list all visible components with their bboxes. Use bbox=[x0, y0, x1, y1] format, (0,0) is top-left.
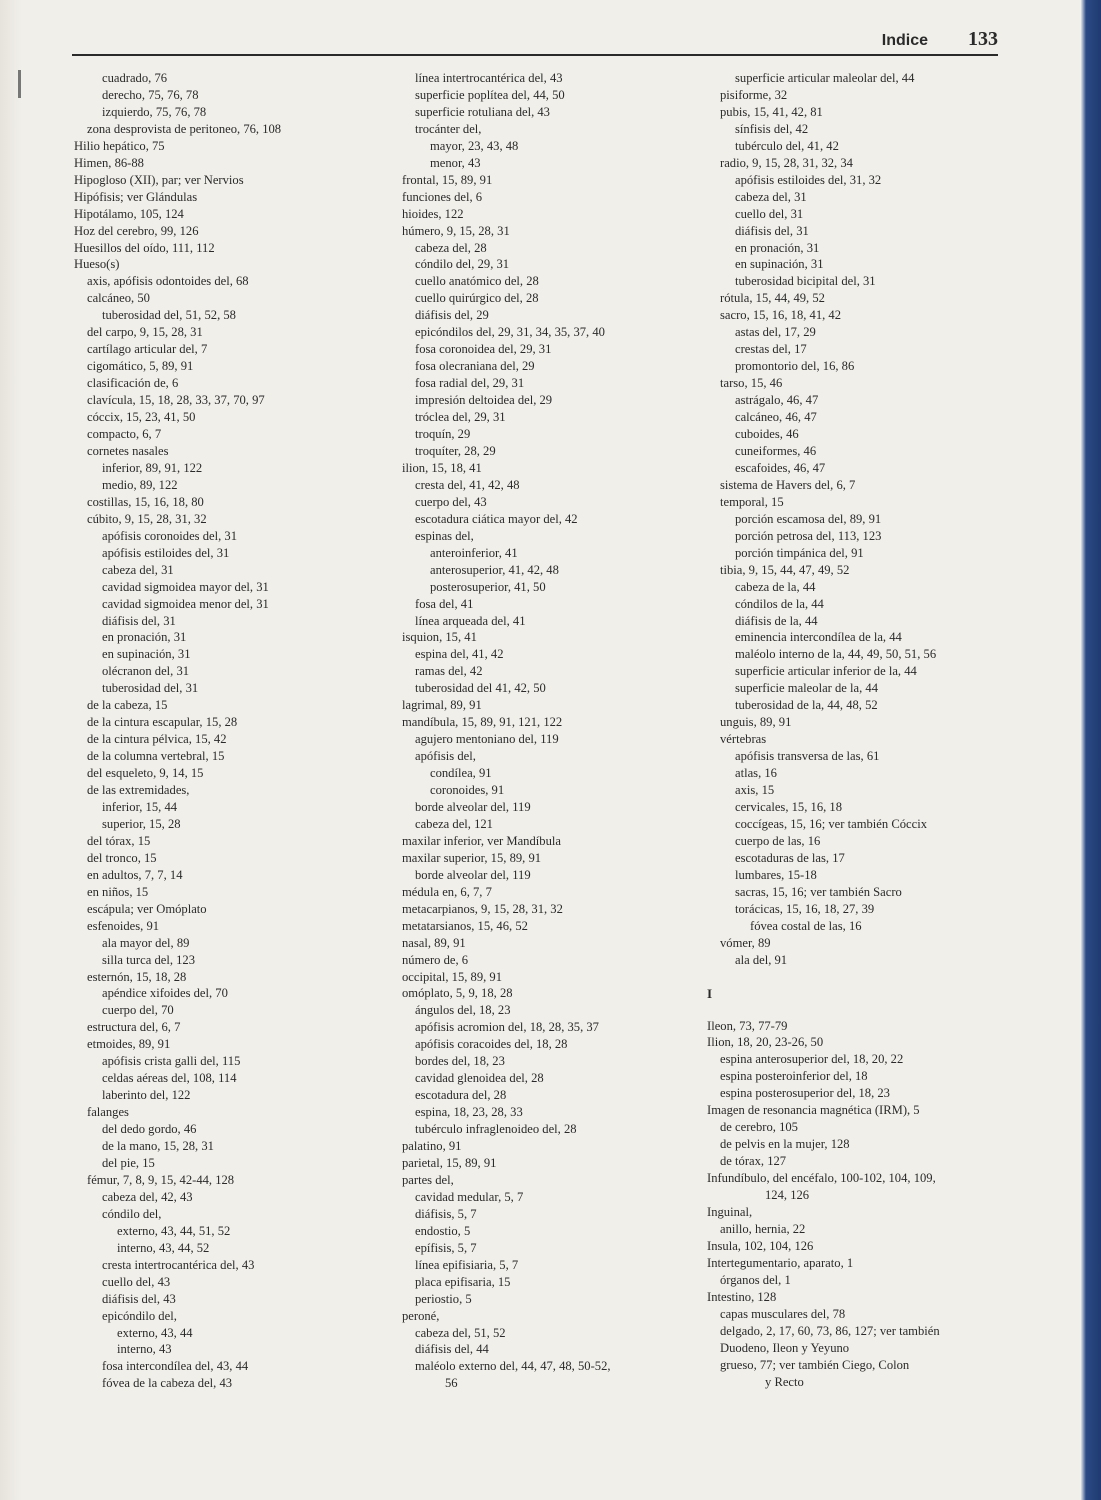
index-entry: de tórax, 127 bbox=[720, 1154, 787, 1169]
index-entry: silla turca del, 123 bbox=[102, 952, 196, 967]
index-entry: en supinación, 31 bbox=[735, 257, 824, 272]
index-entry: apófisis coracoides del, 18, 28 bbox=[415, 1037, 568, 1052]
index-entry: cóccix, 15, 23, 41, 50 bbox=[87, 410, 196, 425]
index-entry: en adultos, 7, 7, 14 bbox=[87, 867, 183, 882]
index-entry: cuadrado, 76 bbox=[102, 71, 168, 85]
index-entry: isquion, 15, 41 bbox=[402, 630, 477, 645]
index-entry: laberinto del, 122 bbox=[102, 1088, 191, 1103]
index-entry: clasificación de, 6 bbox=[87, 376, 179, 391]
index-entry: espina, 18, 23, 28, 33 bbox=[415, 1105, 523, 1120]
index-entry: epífisis, 5, 7 bbox=[415, 1240, 477, 1255]
index-entry: estructura del, 6, 7 bbox=[87, 1020, 181, 1035]
index-entry: superficie articular inferior de la, 44 bbox=[735, 664, 917, 679]
index-entry: fosa olecraniana del, 29 bbox=[415, 359, 535, 374]
index-entry: cabeza del, 31 bbox=[102, 562, 174, 577]
index-entry: ala del, 91 bbox=[735, 952, 788, 967]
index-entry: de las extremidades, bbox=[87, 783, 190, 798]
index-entry: superior, 15, 28 bbox=[102, 816, 181, 831]
index-entry: sínfisis del, 42 bbox=[735, 121, 809, 136]
index-entry: tubérculo del, 41, 42 bbox=[735, 138, 839, 153]
index-entry: tibia, 9, 15, 44, 47, 49, 52 bbox=[720, 562, 850, 577]
index-entry: capas musculares del, 78 bbox=[720, 1306, 846, 1321]
index-entry: sacras, 15, 16; ver también Sacro bbox=[735, 884, 902, 899]
index-entry: metatarsianos, 15, 46, 52 bbox=[402, 918, 528, 933]
index-entry: cigomático, 5, 89, 91 bbox=[87, 359, 194, 374]
index-entry: nasal, 89, 91 bbox=[402, 935, 466, 950]
index-entry: espina anterosuperior del, 18, 20, 22 bbox=[720, 1052, 904, 1067]
index-entry: del tronco, 15 bbox=[87, 850, 157, 865]
index-entry: Ileon, 73, 77-79 bbox=[707, 1018, 788, 1033]
index-entry: del tórax, 15 bbox=[87, 833, 151, 848]
index-entry: radio, 9, 15, 28, 31, 32, 34 bbox=[720, 155, 853, 170]
index-entry: de la columna vertebral, 15 bbox=[87, 749, 225, 764]
index-entry: borde alveolar del, 119 bbox=[415, 867, 531, 882]
index-entry: pubis, 15, 41, 42, 81 bbox=[720, 104, 823, 119]
index-entry: izquierdo, 75, 76, 78 bbox=[102, 104, 207, 119]
index-entry: del dedo gordo, 46 bbox=[102, 1122, 197, 1137]
index-entry: Himen, 86-88 bbox=[74, 155, 144, 170]
index-entry: número de, 6 bbox=[402, 952, 469, 967]
index-entry: bordes del, 18, 23 bbox=[415, 1054, 505, 1069]
index-entry: maxilar superior, 15, 89, 91 bbox=[402, 850, 542, 865]
page-number: 133 bbox=[968, 28, 998, 50]
index-entry: Intertegumentario, aparato, 1 bbox=[707, 1255, 854, 1270]
index-entry: porción escamosa del, 89, 91 bbox=[735, 511, 882, 526]
index-entry: en niños, 15 bbox=[87, 884, 149, 899]
index-entry: periostio, 5 bbox=[415, 1291, 472, 1306]
index-entry: y Recto bbox=[765, 1374, 804, 1389]
index-entry: de la mano, 15, 28, 31 bbox=[102, 1139, 214, 1154]
index-entry: etmoides, 89, 91 bbox=[87, 1037, 171, 1052]
index-entry: placa epifisaria, 15 bbox=[415, 1274, 511, 1289]
index-entry: cabeza del, 31 bbox=[735, 189, 807, 204]
book-cover-edge bbox=[1081, 0, 1101, 1500]
index-entry: peroné, bbox=[402, 1308, 440, 1323]
index-entry: cabeza de la, 44 bbox=[735, 579, 816, 594]
index-entry: interno, 43 bbox=[117, 1342, 172, 1357]
index-entry: diáfisis del, 43 bbox=[102, 1291, 176, 1306]
index-entry: torácicas, 15, 16, 18, 27, 39 bbox=[735, 901, 875, 916]
index-entry: Inguinal, bbox=[707, 1205, 753, 1219]
page-gutter-shadow bbox=[0, 0, 22, 1500]
index-entry: espina del, 41, 42 bbox=[415, 647, 504, 662]
index-entry: metacarpianos, 9, 15, 28, 31, 32 bbox=[402, 901, 563, 916]
index-entry: pisiforme, 32 bbox=[720, 87, 788, 102]
index-entry: diáfisis del, 29 bbox=[415, 308, 489, 323]
index-entry: promontorio del, 16, 86 bbox=[735, 359, 855, 374]
index-entry: fóvea de la cabeza del, 43 bbox=[102, 1376, 233, 1391]
index-entry: de la cintura escapular, 15, 28 bbox=[87, 715, 238, 730]
index-entry: vértebras bbox=[720, 732, 767, 747]
index-entry: coccígeas, 15, 16; ver también Cóccix bbox=[735, 816, 927, 831]
index-entry: borde alveolar del, 119 bbox=[415, 799, 531, 814]
index-entry: cuello quirúrgico del, 28 bbox=[415, 291, 539, 306]
index-entry: escotaduras de las, 17 bbox=[735, 850, 845, 865]
index-entry: Infundíbulo, del encéfalo, 100-102, 104, 109, bbox=[707, 1171, 936, 1186]
index-entry: del esqueleto, 9, 14, 15 bbox=[87, 766, 204, 781]
index-entry: Hoz del cerebro, 99, 126 bbox=[74, 223, 199, 238]
index-entry: mandíbula, 15, 89, 91, 121, 122 bbox=[402, 715, 563, 730]
index-entry: diáfisis, 5, 7 bbox=[415, 1206, 477, 1221]
index-entry: Ilion, 18, 20, 23-26, 50 bbox=[707, 1035, 824, 1050]
index-entry: Hipogloso (XII), par; ver Nervios bbox=[74, 172, 244, 187]
index-entry: epicóndilo del, bbox=[102, 1308, 177, 1323]
index-entry: delgado, 2, 17, 60, 73, 86, 127; ver también bbox=[720, 1323, 940, 1338]
index-entry: posterosuperior, 41, 50 bbox=[430, 579, 546, 594]
index-entry: temporal, 15 bbox=[720, 494, 784, 509]
index-entry: frontal, 15, 89, 91 bbox=[402, 172, 493, 187]
index-entry: ilion, 15, 18, 41 bbox=[402, 460, 482, 475]
index-entry: cabeza del, 121 bbox=[415, 816, 493, 831]
index-entry: mayor, 23, 43, 48 bbox=[430, 138, 519, 153]
index-entry: olécranon del, 31 bbox=[102, 664, 190, 679]
index-entry: fosa del, 41 bbox=[415, 596, 474, 611]
index-entry: Hilio hepático, 75 bbox=[74, 138, 165, 153]
index-entry: cóndilo del, 29, 31 bbox=[415, 257, 510, 272]
index-entry: omóplato, 5, 9, 18, 28 bbox=[402, 986, 513, 1001]
index-entry: eminencia intercondílea de la, 44 bbox=[735, 630, 902, 645]
index-entry: unguis, 89, 91 bbox=[720, 715, 792, 730]
index-entry: hioides, 122 bbox=[402, 206, 464, 221]
index-entry: diáfisis del, 31 bbox=[102, 613, 176, 628]
index-entry: cavidad medular, 5, 7 bbox=[415, 1189, 524, 1204]
index-entry: línea epifisiaria, 5, 7 bbox=[415, 1257, 519, 1272]
index-entry: en pronación, 31 bbox=[735, 240, 820, 255]
index-entry: espinas del, bbox=[415, 528, 474, 543]
index-entry: espina posterosuperior del, 18, 23 bbox=[720, 1086, 890, 1101]
index-entry: grueso, 77; ver también Ciego, Colon bbox=[720, 1357, 910, 1372]
index-entry: atlas, 16 bbox=[735, 766, 777, 781]
index-entry: superficie maleolar de la, 44 bbox=[735, 681, 879, 696]
index-entry: en supinación, 31 bbox=[102, 647, 191, 662]
index-entry: esternón, 15, 18, 28 bbox=[87, 969, 187, 984]
index-entry: órganos del, 1 bbox=[720, 1272, 791, 1287]
index-entry: partes del, bbox=[402, 1172, 454, 1187]
index-entry: Hueso(s) bbox=[74, 257, 120, 272]
index-entry: cuneiformes, 46 bbox=[735, 443, 817, 458]
index-entry: cuerpo del, 70 bbox=[102, 1003, 174, 1018]
index-entry: cóndilo del, bbox=[102, 1206, 162, 1221]
index-entry: superficie articular maleolar del, 44 bbox=[735, 71, 915, 85]
index-entry: Intestino, 128 bbox=[707, 1289, 777, 1304]
index-entry: medio, 89, 122 bbox=[102, 477, 178, 492]
index-entry: húmero, 9, 15, 28, 31 bbox=[402, 223, 510, 238]
binding-mark bbox=[18, 70, 21, 98]
running-title: Indice bbox=[881, 32, 928, 49]
index-entry: apófisis transversa de las, 61 bbox=[735, 749, 880, 764]
index-entry: del carpo, 9, 15, 28, 31 bbox=[87, 325, 203, 340]
index-entry: externo, 43, 44 bbox=[117, 1325, 193, 1340]
index-entry: interno, 43, 44, 52 bbox=[117, 1240, 210, 1255]
index-entry: sistema de Havers del, 6, 7 bbox=[720, 477, 856, 492]
index-entry: de la cintura pélvica, 15, 42 bbox=[87, 732, 227, 747]
index-entry: ala mayor del, 89 bbox=[102, 935, 190, 950]
index-entry: diáfisis del, 31 bbox=[735, 223, 809, 238]
index-entry: lagrimal, 89, 91 bbox=[402, 698, 482, 713]
index-entry: Insula, 102, 104, 126 bbox=[707, 1238, 814, 1253]
index-entry: inferior, 15, 44 bbox=[102, 799, 178, 814]
index-entry: superficie rotuliana del, 43 bbox=[415, 104, 550, 119]
index-column-1 bbox=[74, 70, 394, 1392]
index-entry: tuberosidad bicipital del, 31 bbox=[735, 274, 876, 289]
index-entry: diáfisis del, 44 bbox=[415, 1342, 489, 1357]
index-entry: porción petrosa del, 113, 123 bbox=[735, 528, 882, 543]
index-entry: cuello del, 43 bbox=[102, 1274, 171, 1289]
index-entry: superficie poplítea del, 44, 50 bbox=[415, 87, 565, 102]
index-entry: cartílago articular del, 7 bbox=[87, 342, 208, 357]
index-entry: anillo, hernia, 22 bbox=[720, 1221, 806, 1236]
index-entry: de cerebro, 105 bbox=[720, 1120, 798, 1135]
index-entry: cavidad glenoidea del, 28 bbox=[415, 1071, 544, 1086]
page-header bbox=[72, 28, 998, 56]
index-entry: cuerpo del, 43 bbox=[415, 494, 487, 509]
index-entry: occipital, 15, 89, 91 bbox=[402, 969, 503, 984]
index-entry: clavícula, 15, 18, 28, 33, 37, 70, 97 bbox=[87, 393, 265, 408]
index-entry: sacro, 15, 16, 18, 41, 42 bbox=[720, 308, 842, 323]
index-entry: funciones del, 6 bbox=[402, 189, 483, 204]
index-entry: en pronación, 31 bbox=[102, 630, 187, 645]
index-entry: lumbares, 15-18 bbox=[735, 867, 817, 882]
index-entry: tuberosidad del 41, 42, 50 bbox=[415, 681, 546, 696]
index-entry: Hipófisis; ver Glándulas bbox=[74, 189, 198, 204]
index-entry: de pelvis en la mujer, 128 bbox=[720, 1137, 850, 1152]
index-entry: ramas del, 42 bbox=[415, 664, 483, 679]
index-entry: trocánter del, bbox=[415, 121, 482, 136]
index-entry: porción timpánica del, 91 bbox=[735, 545, 864, 560]
index-entry: rótula, 15, 44, 49, 52 bbox=[720, 291, 825, 306]
index-entry: cóndilos de la, 44 bbox=[735, 596, 824, 611]
index-entry: axis, 15 bbox=[735, 783, 775, 798]
index-entry: escápula; ver Omóplato bbox=[87, 901, 207, 916]
index-entry: cuboides, 46 bbox=[735, 427, 799, 442]
index-entry: parietal, 15, 89, 91 bbox=[402, 1156, 497, 1170]
index-entry: apófisis coronoides del, 31 bbox=[102, 528, 238, 543]
index-entry: tarso, 15, 46 bbox=[720, 376, 783, 391]
index-entry: crestas del, 17 bbox=[735, 342, 807, 357]
index-entry: astas del, 17, 29 bbox=[735, 325, 816, 340]
index-entry: derecho, 75, 76, 78 bbox=[102, 87, 199, 102]
index-entry: maxilar inferior, ver Mandíbula bbox=[402, 833, 561, 848]
index-entry: tuberosidad del, 51, 52, 58 bbox=[102, 308, 236, 323]
index-entry: agujero mentoniano del, 119 bbox=[415, 732, 559, 747]
index-entry: tubérculo infraglenoideo del, 28 bbox=[415, 1122, 577, 1137]
index-entry: apófisis acromion del, 18, 28, 35, 37 bbox=[415, 1020, 599, 1035]
index-entry: Huesillos del oído, 111, 112 bbox=[74, 240, 215, 255]
index-entry: maléolo interno de la, 44, 49, 50, 51, 56 bbox=[735, 647, 937, 662]
index-entry: troquín, 29 bbox=[415, 427, 471, 442]
index-entry: troquíter, 28, 29 bbox=[415, 443, 496, 458]
index-entry: de la cabeza, 15 bbox=[87, 698, 168, 713]
index-entry: apófisis crista galli del, 115 bbox=[102, 1054, 241, 1069]
index-entry: tróclea del, 29, 31 bbox=[415, 410, 506, 425]
index-entry: ángulos del, 18, 23 bbox=[415, 1003, 511, 1018]
index-entry: axis, apófisis odontoides del, 68 bbox=[87, 274, 249, 289]
index-entry: escafoides, 46, 47 bbox=[735, 460, 826, 475]
index-entry: del pie, 15 bbox=[102, 1156, 155, 1170]
index-entry: menor, 43 bbox=[430, 155, 481, 170]
index-entry: apófisis del, bbox=[415, 749, 476, 764]
index-entry: fóvea costal de las, 16 bbox=[750, 918, 862, 933]
index-column-2 bbox=[402, 70, 702, 1392]
header-rule bbox=[72, 54, 998, 56]
index-entry: cabeza del, 51, 52 bbox=[415, 1325, 506, 1340]
index-entry: cresta del, 41, 42, 48 bbox=[415, 477, 520, 492]
index-entry: inferior, 89, 91, 122 bbox=[102, 460, 203, 475]
index-entry: 124, 126 bbox=[765, 1188, 810, 1203]
index-entry: escotadura del, 28 bbox=[415, 1088, 507, 1103]
index-entry: cervicales, 15, 16, 18 bbox=[735, 799, 843, 814]
index-entry: cavidad sigmoidea mayor del, 31 bbox=[102, 579, 269, 594]
index-entry: 56 bbox=[445, 1376, 458, 1391]
index-entry: cuello anatómico del, 28 bbox=[415, 274, 539, 289]
index-entry: anteroinferior, 41 bbox=[430, 545, 518, 560]
index-entry: Imagen de resonancia magnética (IRM), 5 bbox=[707, 1103, 920, 1118]
index-entry: escotadura ciática mayor del, 42 bbox=[415, 511, 578, 526]
index-entry: epicóndilos del, 29, 31, 34, 35, 37, 40 bbox=[415, 325, 605, 340]
index-entry: tuberosidad del, 31 bbox=[102, 681, 199, 696]
index-entry: condílea, 91 bbox=[430, 766, 492, 781]
index-entry: fosa intercondílea del, 43, 44 bbox=[102, 1359, 249, 1374]
index-entry: cornetes nasales bbox=[87, 443, 169, 458]
index-entry: impresión deltoidea del, 29 bbox=[415, 393, 553, 408]
index-entry: cabeza del, 28 bbox=[415, 240, 487, 255]
index-entry: línea intertrocantérica del, 43 bbox=[415, 71, 563, 85]
index-entry: fémur, 7, 8, 9, 15, 42-44, 128 bbox=[87, 1172, 235, 1187]
index-entry: apófisis estiloides del, 31 bbox=[102, 545, 230, 560]
index-entry: anterosuperior, 41, 42, 48 bbox=[430, 562, 559, 577]
index-entry: falanges bbox=[87, 1105, 129, 1120]
index-entry: apófisis estiloides del, 31, 32 bbox=[735, 172, 882, 187]
index-entry: cuerpo de las, 16 bbox=[735, 833, 821, 848]
index-entry: externo, 43, 44, 51, 52 bbox=[117, 1223, 231, 1238]
index-entry: tuberosidad de la, 44, 48, 52 bbox=[735, 698, 878, 713]
index-letter-heading: I bbox=[707, 985, 713, 1001]
index-entry: coronoides, 91 bbox=[430, 783, 505, 798]
index-entry: cúbito, 9, 15, 28, 31, 32 bbox=[87, 511, 207, 526]
index-entry: palatino, 91 bbox=[402, 1139, 462, 1154]
index-column-3 bbox=[707, 70, 997, 1390]
index-entry: fosa radial del, 29, 31 bbox=[415, 376, 525, 391]
index-entry: maléolo externo del, 44, 47, 48, 50-52, bbox=[415, 1359, 611, 1374]
index-entry: cuello del, 31 bbox=[735, 206, 804, 221]
index-entry: calcáneo, 46, 47 bbox=[735, 410, 817, 425]
index-entry: vómer, 89 bbox=[720, 935, 771, 950]
index-entry: apéndice xifoides del, 70 bbox=[102, 986, 228, 1001]
index-entry: zona desprovista de peritoneo, 76, 108 bbox=[87, 121, 282, 136]
index-entry: cresta intertrocantérica del, 43 bbox=[102, 1257, 255, 1272]
index-entry: calcáneo, 50 bbox=[87, 291, 150, 306]
index-entry: astrágalo, 46, 47 bbox=[735, 393, 819, 408]
index-entry: endostio, 5 bbox=[415, 1223, 471, 1238]
index-entry: compacto, 6, 7 bbox=[87, 427, 162, 442]
index-entry: costillas, 15, 16, 18, 80 bbox=[87, 494, 204, 509]
index-entry: espina posteroinferior del, 18 bbox=[720, 1069, 868, 1084]
index-entry: celdas aéreas del, 108, 114 bbox=[102, 1071, 237, 1086]
index-entry: médula en, 6, 7, 7 bbox=[402, 884, 492, 899]
index-entry: fosa coronoidea del, 29, 31 bbox=[415, 342, 552, 357]
index-entry: Duodeno, Ileon y Yeyuno bbox=[720, 1340, 850, 1355]
index-entry: diáfisis de la, 44 bbox=[735, 613, 818, 628]
index-entry: línea arqueada del, 41 bbox=[415, 613, 526, 628]
index-entry: cavidad sigmoidea menor del, 31 bbox=[102, 596, 269, 611]
index-entry: Hipotálamo, 105, 124 bbox=[74, 206, 184, 221]
index-entry: cabeza del, 42, 43 bbox=[102, 1189, 193, 1204]
index-entry: esfenoides, 91 bbox=[87, 918, 160, 933]
